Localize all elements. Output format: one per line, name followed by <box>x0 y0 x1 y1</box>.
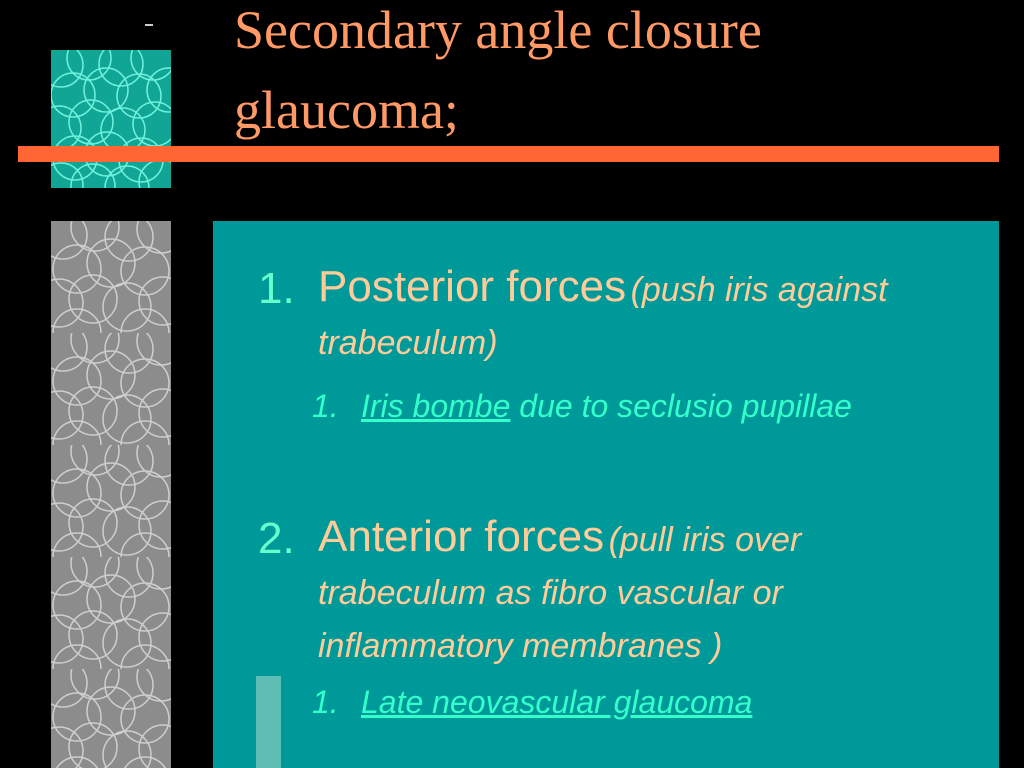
sub-item-rest: due to seclusio pupillae <box>510 388 852 424</box>
sub-item-text <box>361 684 752 721</box>
sub-item-number: 1. <box>312 388 339 424</box>
gray-circle-pattern-panel <box>51 221 171 768</box>
list-item-heading: Posterior forces <box>318 262 627 311</box>
teal-circle-pattern-panel <box>51 50 171 188</box>
list-item-text <box>318 514 958 676</box>
list-item-heading: Anterior forces <box>318 512 605 561</box>
slide-title-line-1: Secondary angle closure <box>234 0 762 60</box>
iris-bombe-link[interactable]: Iris bombe <box>361 388 511 424</box>
list-item-note: (pull iris over trabeculum as fibro vascular or inflammatory membranes ) <box>318 521 802 665</box>
list-item-number: 2. <box>258 514 295 563</box>
panel-accent-bar <box>256 676 281 768</box>
sub-item-number: 1. <box>312 684 339 720</box>
gray-circle-pattern <box>51 221 171 768</box>
sub-item-text <box>361 388 852 425</box>
slide-title-line-2: glaucoma; <box>234 80 459 140</box>
list-item-number: 1. <box>258 264 295 313</box>
title-accent-bar <box>18 146 999 162</box>
title-dash <box>145 24 153 26</box>
list-item-note: (push iris against trabeculum) <box>318 271 888 362</box>
list-item-text <box>318 264 958 373</box>
late-neovascular-glaucoma-link[interactable]: Late neovascular glaucoma <box>361 684 753 720</box>
teal-circle-pattern <box>51 50 171 188</box>
